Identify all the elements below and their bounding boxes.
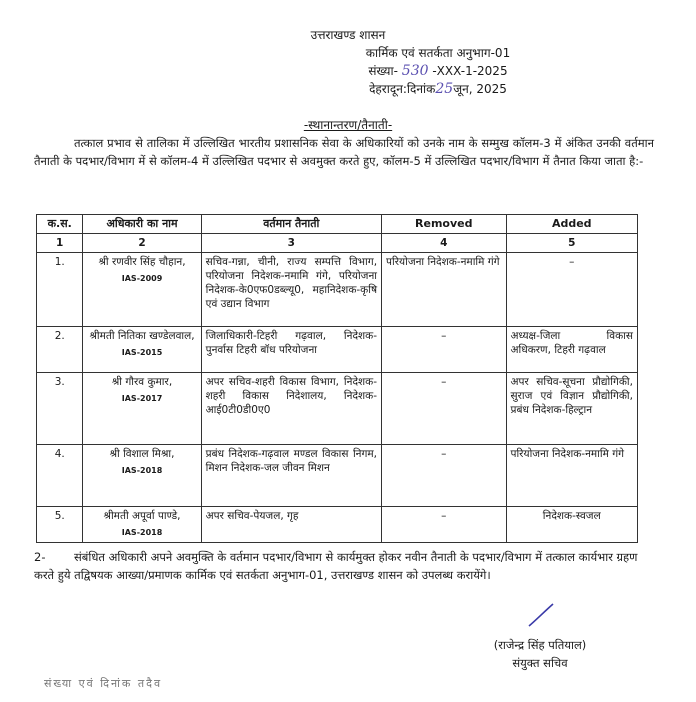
officer-cell bbox=[83, 445, 201, 507]
row-sn: 5. bbox=[37, 507, 83, 543]
signature-block bbox=[470, 636, 610, 672]
row-sn: 3. bbox=[37, 373, 83, 445]
officer-name: श्री विशाल मिश्रा, bbox=[109, 448, 175, 460]
officer-name: श्रीमती अपूर्वा पाण्डे, bbox=[103, 510, 181, 522]
letter-date: देहरादून:दिनांक25जून, 2025 bbox=[369, 81, 507, 97]
added-posting: निदेशक-स्वजल bbox=[506, 507, 638, 543]
current-posting: सचिव-गन्ना, चीनी, राज्य सम्पत्ति विभाग, परियोजना निदेशक-नमामि गंगे, परियोजना निदेशक-के0एफ0डब्ल्यू0, महानिदेशक-कृषि एवं उद्यान विभाग bbox=[201, 253, 381, 327]
col-header-added: Added bbox=[506, 215, 638, 234]
paragraph-text: संबंधित अधिकारी अपने अवमुक्ति के वर्तमान पदभार/विभाग से कार्यमुक्त होकर नवीन तैनाती के पदभार/विभाग में तत्काल कार्यभार ग्रहण करते हुये तद्विषयक आख्या/प्रमाणक कार्मिक एवं सतर्कता अनुभाग-01, उत्तराखण्ड शासन को उपलब्ध करायेंगे। bbox=[34, 550, 638, 582]
officer-batch: IAS-2015 bbox=[121, 348, 163, 357]
signatory-designation: संयुक्त सचिव bbox=[512, 656, 568, 670]
handwritten-number: 530 bbox=[401, 63, 429, 79]
row-sn: 1. bbox=[37, 253, 83, 327]
removed-posting: – bbox=[382, 507, 506, 543]
col-number: 3 bbox=[201, 234, 381, 253]
officer-cell bbox=[83, 507, 201, 543]
col-header-current: वर्तमान तैनाती bbox=[201, 215, 381, 234]
col-number: 5 bbox=[506, 234, 638, 253]
removed-posting: – bbox=[382, 445, 506, 507]
government-name: उत्तराखण्ड शासन bbox=[310, 28, 386, 42]
officer-name: श्रीमती नितिका खण्डेलवाल, bbox=[89, 330, 195, 342]
department-name: कार्मिक एवं सतर्कता अनुभाग-01 bbox=[365, 46, 511, 60]
current-posting: अपर सचिव-पेयजल, गृह bbox=[201, 507, 381, 543]
officer-name: श्री गौरव कुमार, bbox=[111, 376, 173, 388]
table-row bbox=[37, 327, 638, 373]
current-posting: अपर सचिव-शहरी विकास विभाग, निदेशक-शहरी विकास निदेशालय, निदेशक-आई0टी0डी0ए0 bbox=[201, 373, 381, 445]
col-header-removed: Removed bbox=[382, 215, 506, 234]
removed-posting: – bbox=[382, 373, 506, 445]
intro-paragraph: तत्काल प्रभाव से तालिका में उल्लिखित भारतीय प्रशासनिक सेवा के अधिकारियों को उनके नाम के सम्मुख कॉलम-3 में अंकित उनकी वर्तमान तैनाती के पदभार/विभाग में से कॉलम-4 में उल्लिखित पदभार से अवमुक्त करते हुए, कॉलम-5 में उल्लिखित पदभार/विभाग में तैनात किया जाता है:- bbox=[34, 136, 654, 168]
col-header-name: अधिकारी का नाम bbox=[83, 215, 201, 234]
added-posting: – bbox=[506, 253, 638, 327]
document-header bbox=[0, 26, 696, 98]
table-row bbox=[37, 253, 638, 327]
footer-text: संख्या एवं दिनांक तदैव bbox=[44, 677, 163, 690]
added-posting: परियोजना निदेशक-नमामि गंगे bbox=[506, 445, 638, 507]
added-posting: अध्यक्ष-जिला विकास अधिकरण, टिहरी गढ़वाल bbox=[506, 327, 638, 373]
subject-line: -स्थानान्तरण/तैनाती- bbox=[303, 118, 393, 132]
added-posting: अपर सचिव-सूचना प्रौद्योगिकी, सुराज एवं विज्ञान प्रौद्योगिकी, प्रबंध निदेशक-हिल्ट्रान bbox=[506, 373, 638, 445]
officer-batch: IAS-2017 bbox=[121, 394, 163, 403]
removed-posting: – bbox=[382, 327, 506, 373]
officer-batch: IAS-2009 bbox=[121, 274, 163, 283]
officer-batch: IAS-2018 bbox=[121, 466, 163, 475]
officer-batch: IAS-2018 bbox=[121, 528, 163, 537]
signature-mark bbox=[526, 602, 556, 628]
officer-cell bbox=[83, 253, 201, 327]
col-number: 4 bbox=[382, 234, 506, 253]
table-row bbox=[37, 445, 638, 507]
row-sn: 2. bbox=[37, 327, 83, 373]
current-posting: प्रबंध निदेशक-गढ़वाल मण्डल विकास निगम, मिशन निदेशक-जल जीवन मिशन bbox=[201, 445, 381, 507]
column-number-row bbox=[37, 234, 638, 253]
table-header-row bbox=[37, 215, 638, 234]
row-sn: 4. bbox=[37, 445, 83, 507]
signatory-name: (राजेन्द्र सिंह पतियाल) bbox=[493, 638, 587, 652]
table-row bbox=[37, 373, 638, 445]
col-number: 1 bbox=[37, 234, 83, 253]
instruction-paragraph bbox=[34, 548, 654, 584]
table-row bbox=[37, 507, 638, 543]
current-posting: जिलाधिकारी-टिहरी गढ़वाल, निदेशक- पुनर्वास टिहरी बॉध परियोजना bbox=[201, 327, 381, 373]
col-number: 2 bbox=[83, 234, 201, 253]
transfer-table bbox=[36, 214, 638, 543]
removed-posting: परियोजना निदेशक-नमामि गंगे bbox=[382, 253, 506, 327]
officer-cell bbox=[83, 373, 201, 445]
paragraph-number: 2- bbox=[34, 550, 46, 564]
handwritten-date: 25 bbox=[435, 81, 454, 97]
officer-name: श्री रणवीर सिंह चौहान, bbox=[98, 256, 186, 268]
letter-number: संख्या- 530 -XXX-1-2025 bbox=[368, 63, 508, 79]
col-header-sn: क.स. bbox=[37, 215, 83, 234]
officer-cell bbox=[83, 327, 201, 373]
